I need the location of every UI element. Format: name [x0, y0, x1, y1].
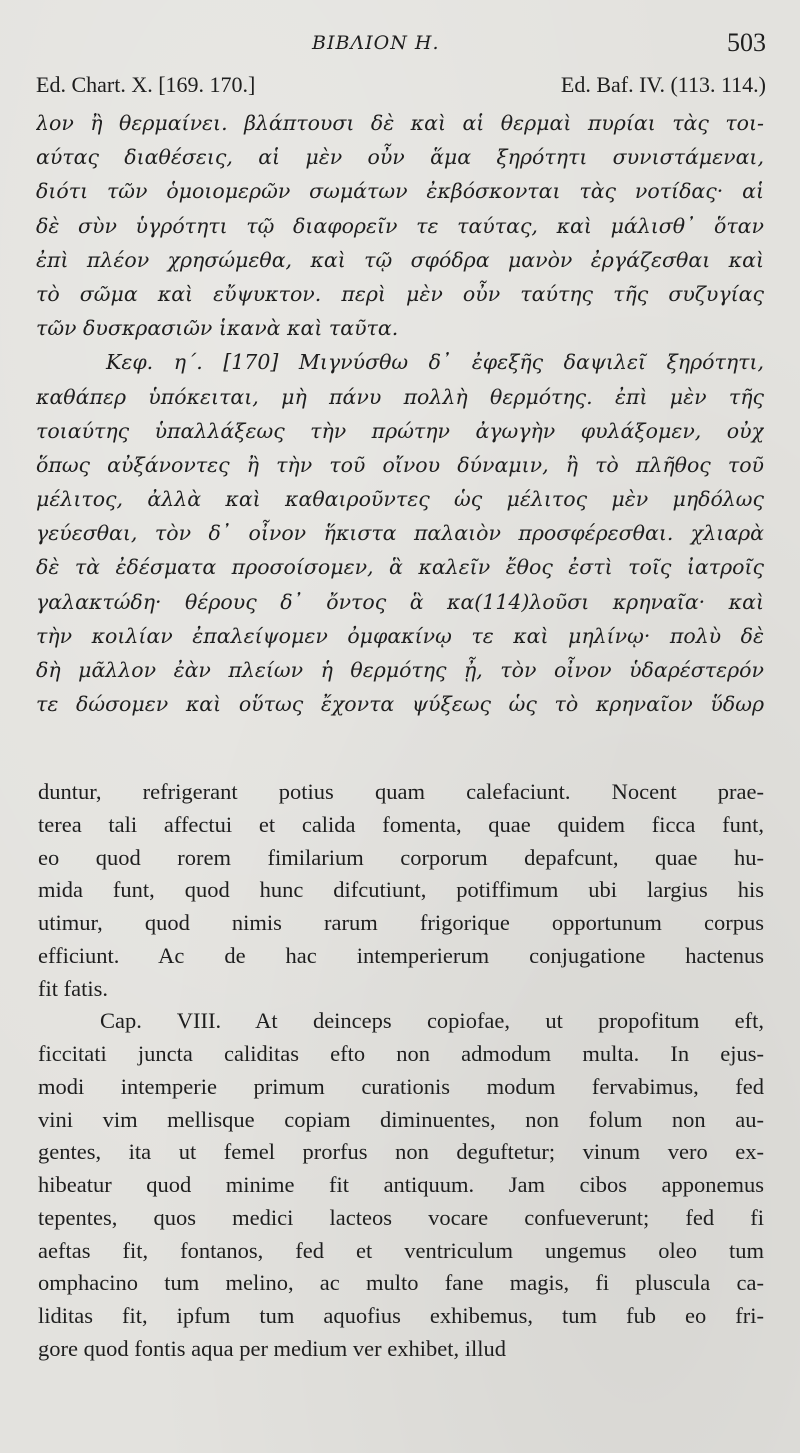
latin-line: ficcitati juncta caliditas efto non admodum multa. In ejus-	[38, 1041, 764, 1066]
running-head	[0, 28, 800, 60]
running-title: BIBΛIΟΝ Η.	[312, 32, 440, 54]
latin-line: liditas fit, ipfum tum aquofius exhibemus, tum fub eo fri-	[38, 1303, 764, 1328]
latin-line: tepentes, quos medici lacteos vocare confueverunt; fed fi	[38, 1204, 764, 1230]
greek-line: καθάπερ ὑπόκειται, μὴ πάνυ πολλὴ θερμότης. ἐπὶ μὲν τῆς	[36, 384, 764, 409]
latin-line: eo quod rorem fimilarium corporum depafcunt, quae hu-	[38, 844, 764, 870]
page-number: 503	[727, 28, 766, 57]
greek-line: ὅπως αὐξάνοντες ἢ τὴν τοῦ οἴνου δύναμιν, ἢ τὸ πλῆθος τοῦ	[36, 452, 764, 477]
greek-line: δὲ σὺν ὑγρότητι τῷ διαφορεῖν τε ταύτας, καὶ μάλισθ᾽ ὅταν	[36, 213, 764, 238]
latin-line: efficiunt. Ac de hac intemperierum conjugatione hactenus	[38, 942, 764, 968]
greek-line: διότι τῶν ὁμοιομερῶν σωμάτων ἐκβόσκονται τὰς νοτίδας· αἱ	[36, 179, 764, 204]
latin-line: duntur, refrigerant potius quam calefaciunt. Nocent prae-	[38, 779, 764, 804]
latin-line: mida funt, quod hunc difcutiunt, potiffimum ubi largius his	[38, 877, 764, 903]
latin-line: gentes, ita ut femel prorfus non deguftetur; vinum vero ex-	[38, 1139, 764, 1165]
latin-line: terea tali affectui et calida fomenta, quae quidem ficca funt,	[38, 811, 764, 837]
greek-line: τὴν κοιλίαν ἐπαλείψομεν ὀμφακίνῳ τε καὶ μηλίνῳ· πολὺ δὲ	[36, 623, 764, 648]
latin-line: omphacino tum melino, ac multo fane magis, fi pluscula ca-	[38, 1270, 764, 1296]
edition-reference-right: Ed. Baf. IV. (113. 114.)	[560, 72, 766, 97]
greek-text-block	[36, 106, 764, 721]
greek-line: γαλακτώδη· θέρους δ᾽ ὄντος ἃ κα(114)λοῦσι κρηναῖα· καὶ	[36, 589, 764, 614]
latin-line: modi intemperie primum curationis modum fervabimus, fed	[38, 1073, 764, 1099]
edition-reference-left: Ed. Chart. X. [169. 170.]	[36, 72, 256, 97]
greek-line: ἐπὶ πλέον χρησώμεθα, καὶ τῷ σφόδρα μανὸν ἐργάζεσθαι καὶ	[36, 247, 764, 272]
latin-line: vini vim mellisque copiam diminuentes, non folum non au-	[38, 1106, 764, 1132]
greek-line: δὲ τὰ ἐδέσματα προσοίσομεν, ἃ καλεῖν ἔθος ἐστὶ τοῖς ἰατροῖς	[36, 555, 764, 580]
greek-chapter-heading-line: Κεφ. η΄. [170] Μιγνύσθω δ᾽ ἐφεξῆς δαψιλεῖ ξηρότητι,	[106, 350, 764, 375]
greek-line: τὸ σῶμα καὶ εὔψυκτον. περὶ μὲν οὖν ταύτης τῆς συζυγίας	[36, 281, 764, 306]
edition-reference-line	[36, 72, 766, 104]
latin-line: utimur, quod nimis rarum frigorique opportunum corpus	[38, 910, 764, 935]
greek-line: μέλιτος, ἀλλὰ καὶ καθαιροῦντες ὡς μέλιτος μὲν μηδόλως	[36, 487, 764, 512]
latin-line: gore quod fontis aqua per medium ver exhibet, illud	[38, 1335, 507, 1361]
latin-line: hibeatur quod minime fit antiquum. Jam cibos apponemus	[38, 1172, 764, 1197]
latin-line: aeftas fit, fontanos, fed et ventriculum ungemus oleo tum	[38, 1237, 764, 1263]
greek-line: τε δώσομεν καὶ οὕτως ἔχοντα ψύξεως ὡς τὸ κρηναῖον ὕδωρ	[36, 692, 764, 717]
greek-line: τοιαύτης ὑπαλλάξεως τὴν πρώτην ἀγωγὴν φυλάξομεν, οὐχ	[36, 418, 764, 443]
greek-line: δὴ μᾶλλον ἐὰν πλείων ἡ θερμότης ᾖ, τὸν οἶνον ὑδαρέστερόν	[36, 658, 764, 682]
latin-chapter-heading-line: Cap. VIII. At deinceps copiofae, ut propofitum eft,	[100, 1008, 764, 1034]
latin-line: fit fatis.	[38, 975, 108, 1001]
latin-text-block	[38, 776, 764, 1366]
greek-line: λον ἢ θερμαίνει. βλάπτουσι δὲ καὶ αἱ θερμαὶ πυρίαι τὰς τοι-	[36, 111, 764, 135]
greek-line: αύτας διαθέσεις, αἱ μὲν οὖν ἅμα ξηρότητι συνιστάμεναι,	[36, 145, 764, 170]
greek-line: τῶν δυσκρασιῶν ἱκανὰ καὶ ταῦτα.	[36, 316, 399, 341]
greek-line: γεύεσθαι, τὸν δ᾽ οἶνον ἥκιστα παλαιὸν προσφέρεσθαι. χλιαρὰ	[36, 521, 764, 546]
